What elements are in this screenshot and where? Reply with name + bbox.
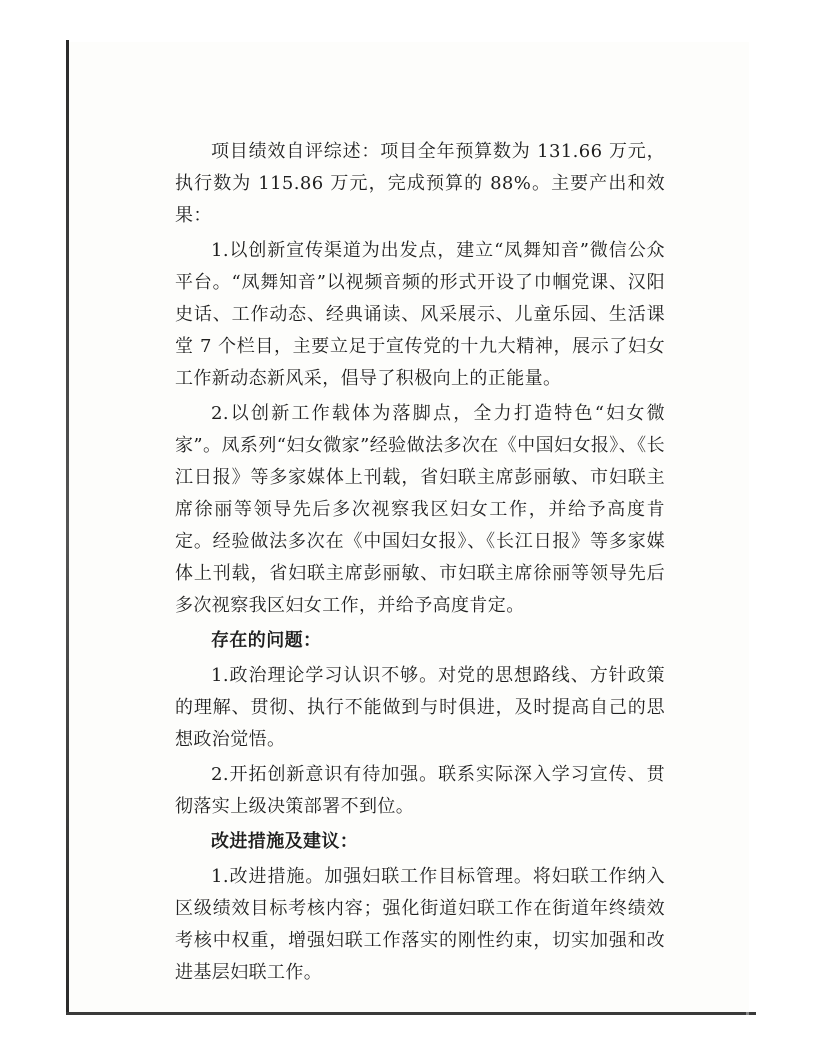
measure-item-1: 1.改进措施。加强妇联工作目标管理。将妇联工作纳入区级绩效目标考核内容；强化街道妇联工作在街道年终绩效考核中权重，增强妇联工作落实的刚性约束，切实加强和改进基层妇联工作。 [175, 866, 665, 983]
issue-item-2: 2.开拓创新意识有待加强。联系实际深入学习宣传、贯彻落实上级决策部署不到位。 [175, 764, 665, 817]
summary-paragraph: 项目绩效自评综述：项目全年预算数为 131.66 万元，执行数为 115.86 万元，完成预算的 88%。主要产出和效果： [175, 141, 665, 226]
issues-heading: 存在的问题： [211, 630, 322, 651]
document-body [175, 136, 665, 992]
measures-heading: 改进措施及建议： [211, 831, 359, 852]
scan-edge-bottom [66, 1012, 756, 1015]
output-item-2: 2.以创新工作载体为落脚点，全力打造特色“妇女微家”。凤系列“妇女微家”经验做法多次在《中国妇女报》、《长江日报》等多家媒体上刊载，省妇联主席彭丽敏、市妇联主席徐丽等领导先后多次视察我区妇女工作，并给予高度肯定。经验做法多次在《中国妇女报》、《长江日报》等多家媒体上刊载，省妇联主席彭丽敏、市妇联主席徐丽等领导先后多次视察我区妇女工作，并给予高度肯定。 [175, 403, 665, 616]
issue-item-1: 1.政治理论学习认识不够。对党的思想路线、方针政策的理解、贯彻、执行不能做到与时俱进，及时提高自己的思想政治觉悟。 [175, 665, 665, 750]
output-item-1: 1.以创新宣传渠道为出发点，建立“凤舞知音”微信公众平台。“凤舞知音”以视频音频的形式开设了巾帼党课、汉阳史话、工作动态、经典诵读、风采展示、儿童乐园、生活课堂 7 个栏目，主要立足于宣传党的十九大精神，展示了妇女工作新动态新风采，倡导了积极向上的正能量。 [175, 240, 665, 389]
